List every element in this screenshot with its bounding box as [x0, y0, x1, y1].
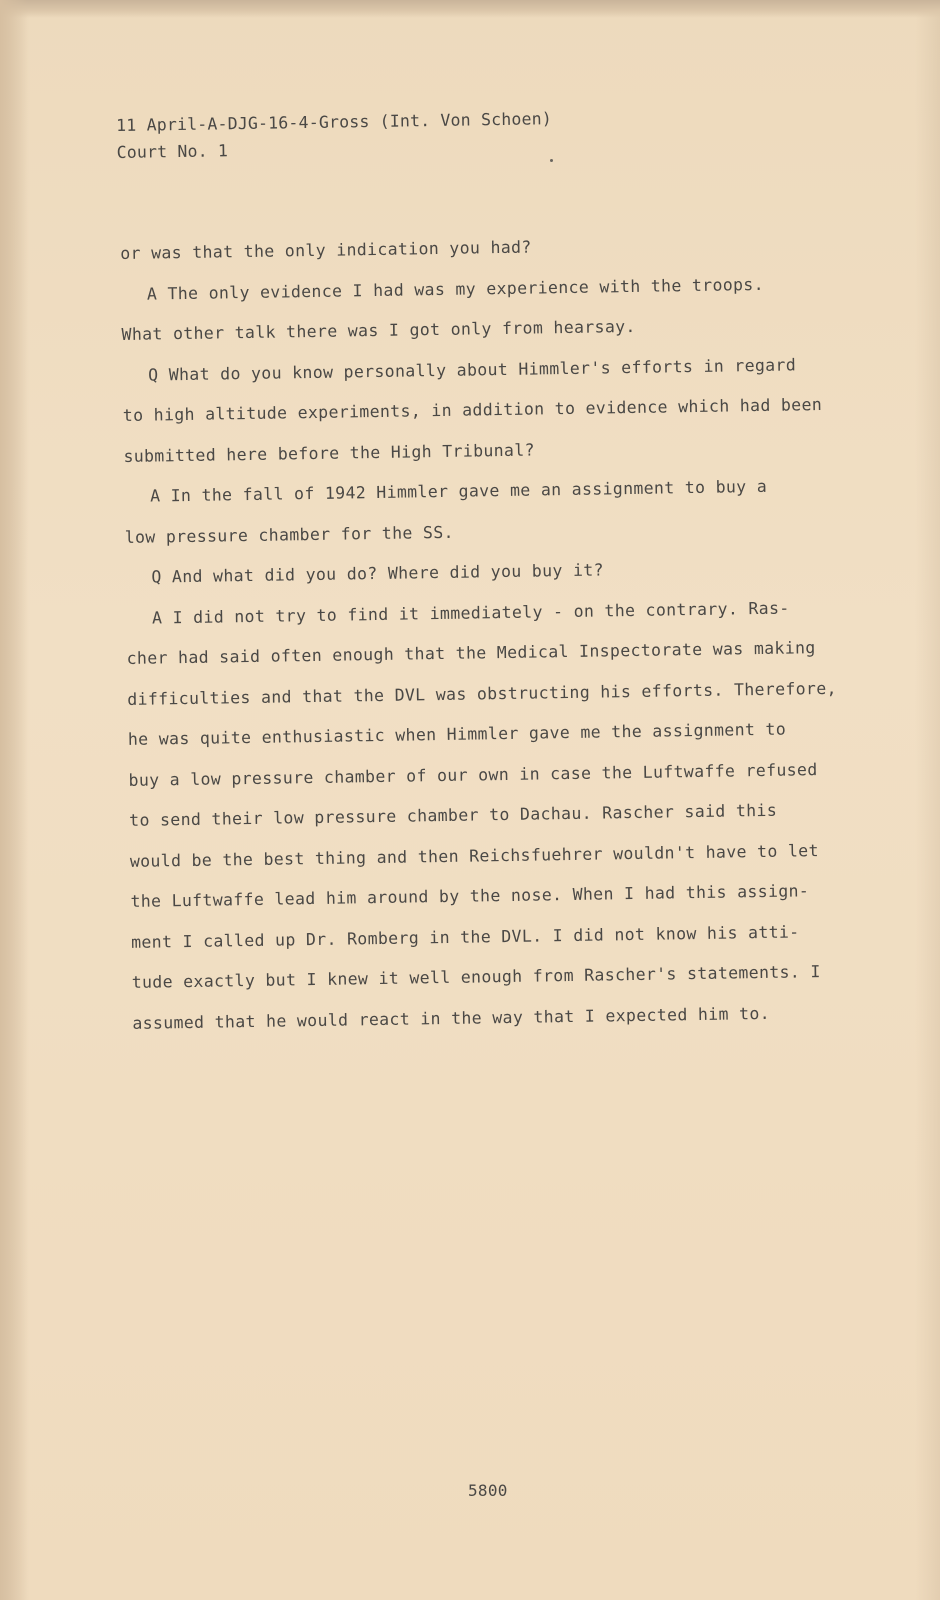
transcript-line: A I did not try to find it immediately - on the contrary. Ras-	[151, 598, 790, 628]
transcript-line: buy a low pressure chamber of our own in case the Luftwaffe refused	[128, 759, 818, 790]
transcript-line: A The only evidence I had was my experience with the troops.	[146, 274, 765, 304]
transcript-line: A In the fall of 1942 Himmler gave me an assignment to buy a	[149, 476, 768, 506]
transcript-line: What other talk there was I got only from hearsay.	[121, 316, 636, 344]
transcript-line: submitted here before the High Tribunal?	[123, 440, 535, 466]
transcript-line: Q What do you know personally about Himmler's efforts in regard	[148, 354, 797, 385]
transcript-body	[120, 223, 863, 1044]
transcript-line: difficulties and that the DVL was obstructing his efforts. Therefore,	[127, 678, 837, 709]
paper-left-edge	[0, 0, 28, 1600]
document-header	[116, 105, 553, 166]
transcript-line: to send their low pressure chamber to Dachau. Rascher said this	[129, 800, 778, 830]
ink-dot	[550, 159, 553, 162]
transcript-line: low pressure chamber for the SS.	[124, 522, 454, 547]
transcript-line: to high altitude experiments, in addition to evidence which had been	[122, 394, 823, 425]
header-line-court: Court No. 1	[116, 141, 229, 162]
page-number: 5800	[468, 1481, 508, 1500]
transcript-line: would be the best thing and then Reichsfuehrer wouldn't have to let	[129, 840, 819, 871]
transcript-line: the Luftwaffe lead him around by the nose. When I had this assign-	[130, 881, 810, 911]
transcript-line: he was quite enthusiastic when Himmler gave me the assignment to	[127, 719, 787, 749]
header-line-session: 11 April-A-DJG-16-4-Gross (Int. Von Schoen)	[116, 109, 553, 135]
paper-top-edge	[0, 0, 940, 18]
transcript-line: tude exactly but I knew it well enough from Rascher's statements. I	[131, 962, 821, 992]
transcript-line: ment I called up Dr. Romberg in the DVL. I did not know his atti-	[130, 921, 800, 952]
transcript-line: cher had said often enough that the Medical Inspectorate was making	[126, 638, 816, 668]
transcript-line: assumed that he would react in the way that I expected him to.	[132, 1003, 771, 1033]
transcript-line: or was that the only indication you had?	[120, 237, 532, 263]
transcript-line: Q And what did you do? Where did you buy it?	[151, 560, 604, 587]
